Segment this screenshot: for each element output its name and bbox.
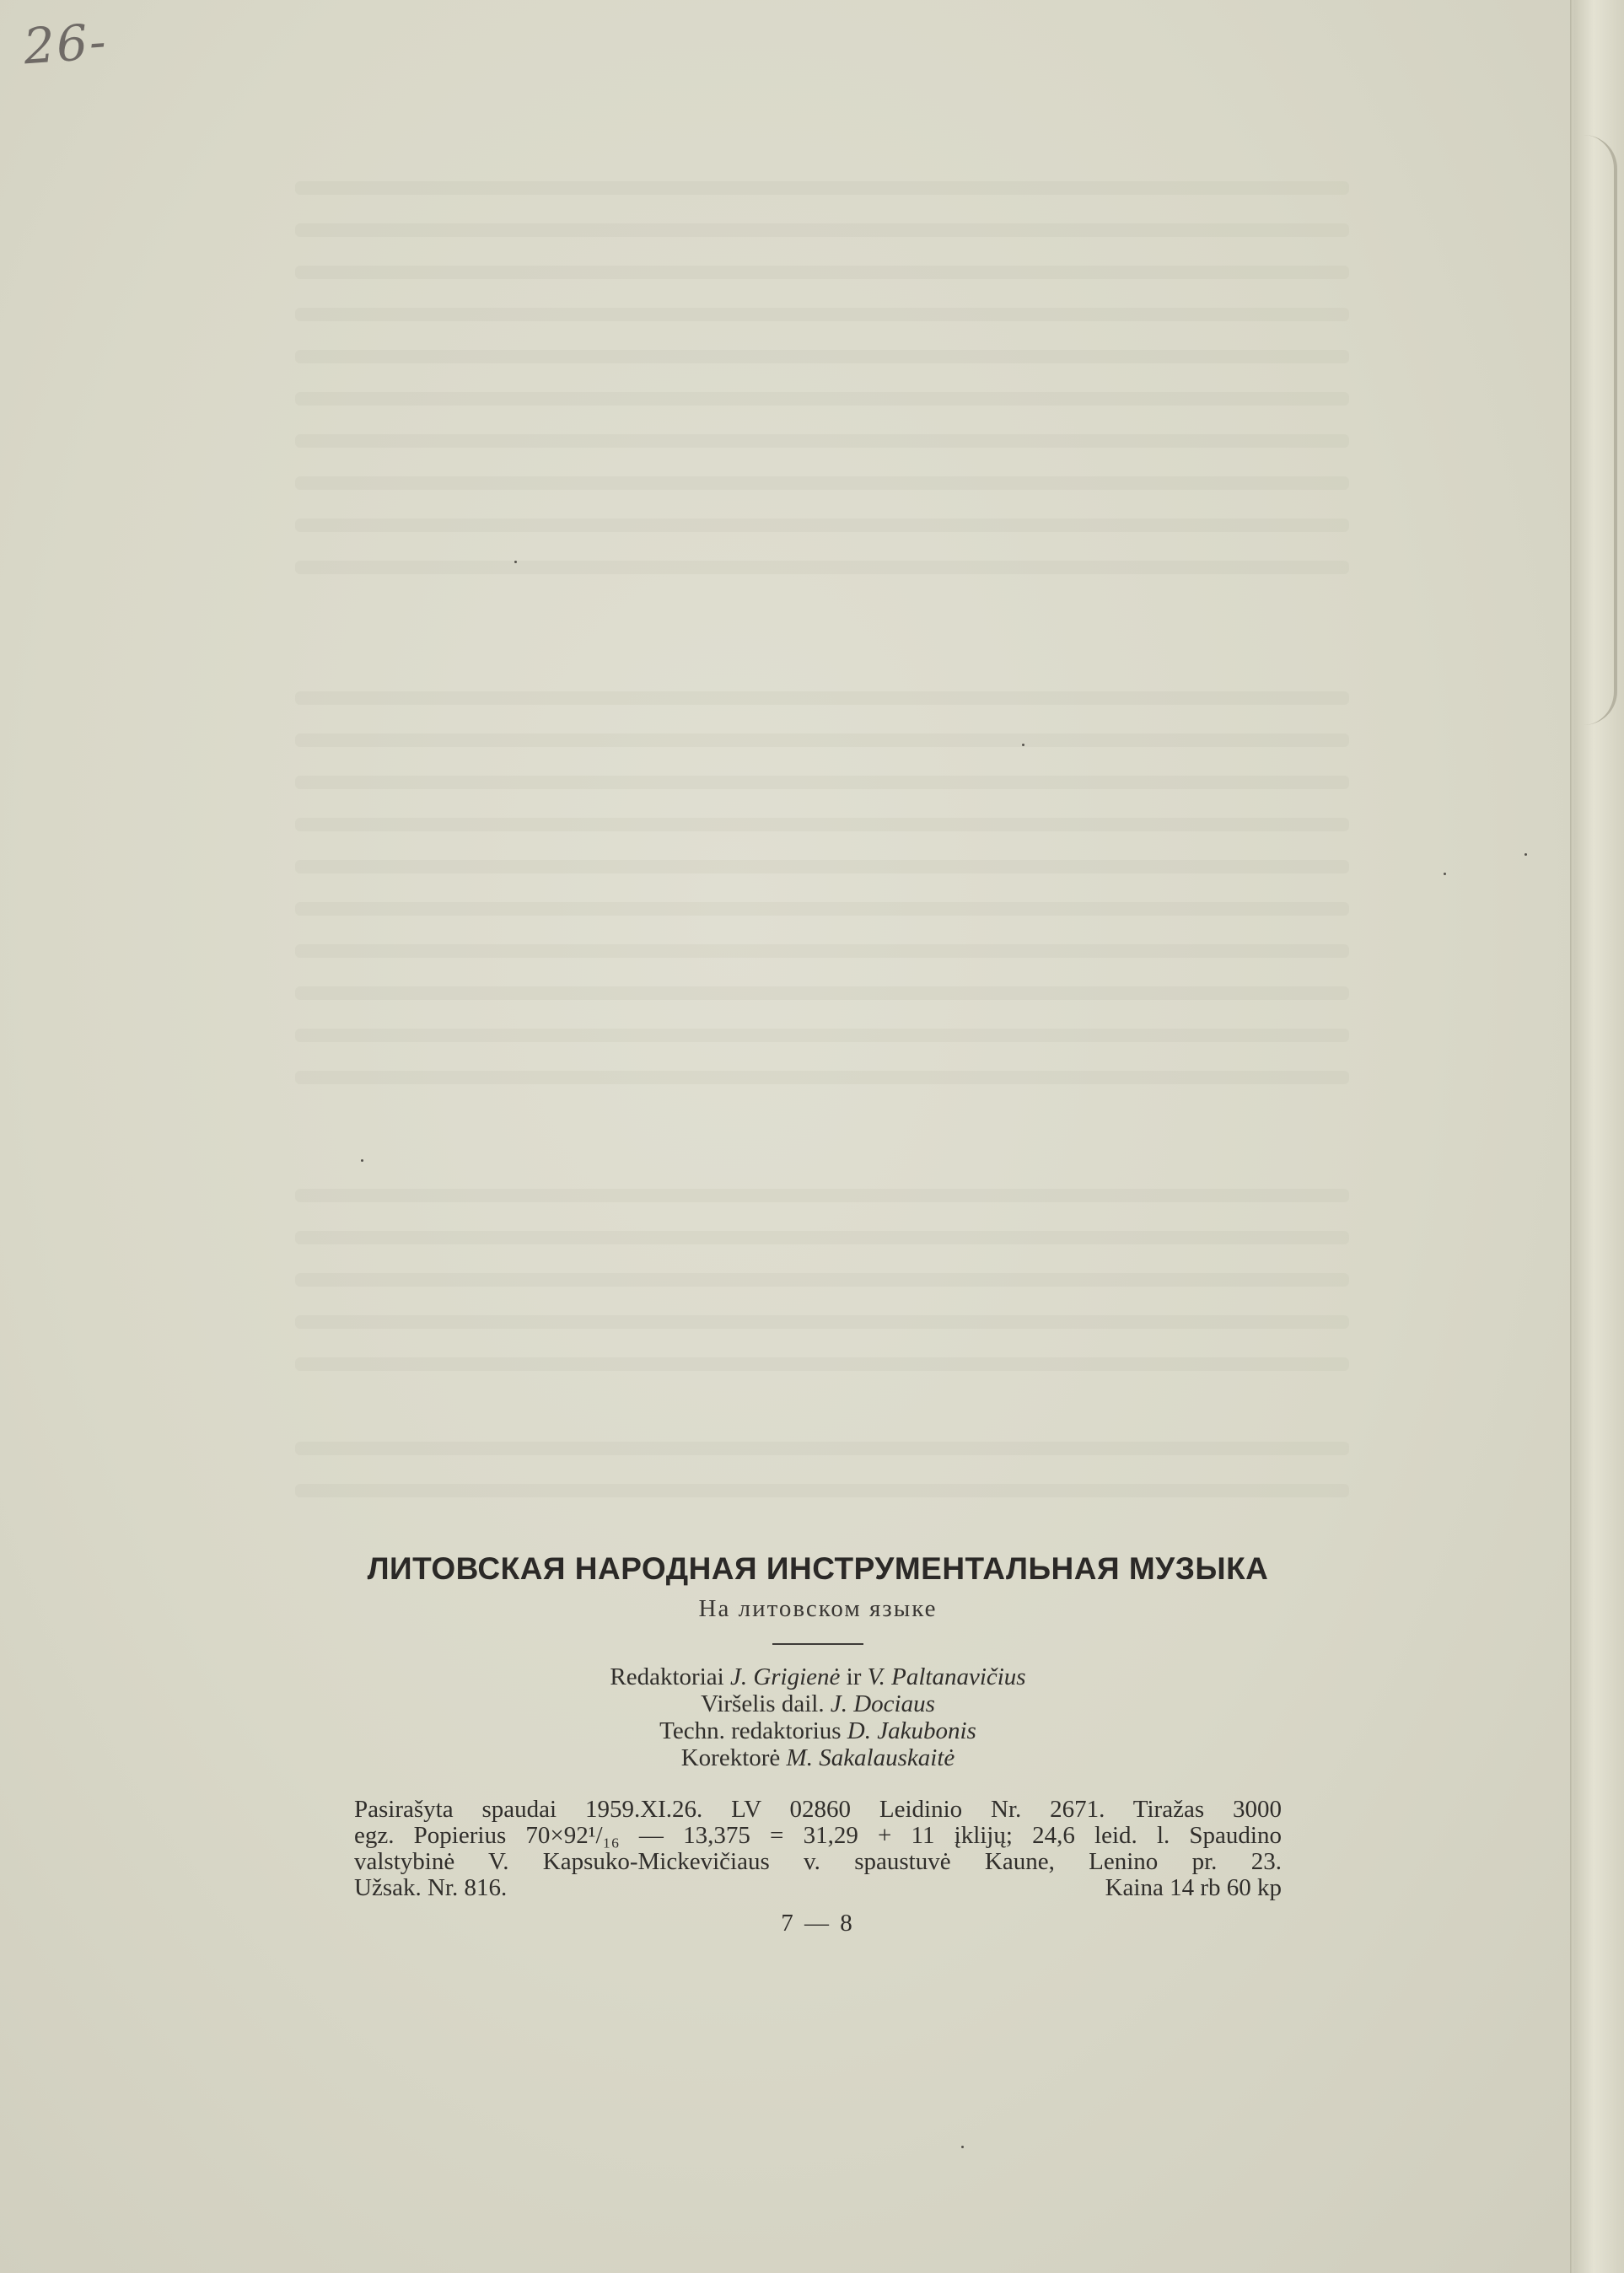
credit-name: M. Sakalauskaitė bbox=[786, 1744, 955, 1771]
details-line-4 bbox=[354, 1875, 1282, 1901]
publication-details bbox=[320, 1797, 1315, 1901]
credit-role: Viršelis dail. bbox=[701, 1690, 825, 1717]
language-note: На литовском языке bbox=[698, 1595, 938, 1622]
credit-name: J. Grigienė bbox=[729, 1663, 841, 1690]
credit-editors bbox=[320, 1663, 1315, 1690]
divider-rule bbox=[772, 1643, 863, 1645]
credit-role: Redaktoriai bbox=[610, 1663, 724, 1690]
credit-name-2: V. Paltanavičius bbox=[867, 1663, 1026, 1690]
credit-role: Korektorė bbox=[680, 1744, 781, 1771]
credit-join: ir bbox=[846, 1663, 862, 1690]
colophon bbox=[320, 1551, 1315, 1937]
credit-name: D. Jakubonis bbox=[847, 1717, 976, 1744]
details-line-3: valstybinė V. Kapsuko-Mickevičiaus v. spaustuvė Kaune, Lenino pr. 23. bbox=[354, 1848, 1282, 1875]
handwritten-note: 26- bbox=[21, 12, 110, 76]
credit-cover-artist bbox=[320, 1690, 1315, 1717]
credit-proofreader bbox=[320, 1744, 1315, 1771]
credit-role: Techn. redaktorius bbox=[659, 1717, 842, 1744]
details-line-1: Pasirašyta spaudai 1959.XI.26. LV 02860 Leidinio Nr. 2671. Tiražas 3000 bbox=[354, 1796, 1282, 1823]
details-line-2: egz. Popierius 70×92¹/₁₆ — 13,375 = 31,29 + 11 įklijų; 24,6 leid. l. Spaudino bbox=[354, 1822, 1282, 1849]
book-title: ЛИТОВСКАЯ НАРОДНАЯ ИНСТРУМЕНТАЛЬНАЯ МУЗЫКА bbox=[367, 1551, 1269, 1586]
price: Kaina 14 rb 60 kp bbox=[1105, 1874, 1282, 1901]
credits-block bbox=[320, 1663, 1315, 1771]
order-number: Užsak. Nr. 816. bbox=[354, 1874, 508, 1901]
credit-tech-editor bbox=[320, 1717, 1315, 1744]
credit-name: J. Dociaus bbox=[830, 1690, 935, 1717]
page-number: 7 — 8 bbox=[781, 1910, 855, 1937]
page-fold-curl bbox=[1580, 135, 1617, 725]
